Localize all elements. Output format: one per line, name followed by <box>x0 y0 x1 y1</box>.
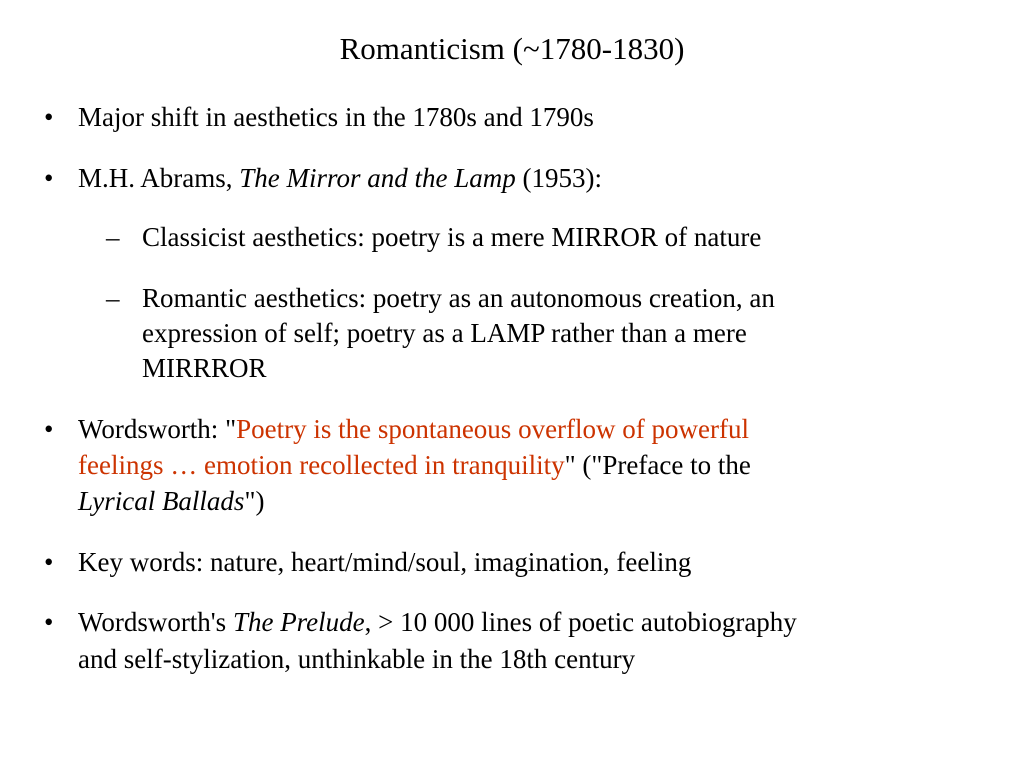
item-5-prefix: Wordsworth's <box>78 607 233 637</box>
item-2-text <box>78 161 602 195</box>
item-3-work-title: Lyrical Ballads <box>78 486 245 516</box>
item-5-line-1-rest: , > 10 000 lines of poetic autobiography <box>364 607 797 637</box>
item-2-prefix: M.H. Abrams, <box>78 163 240 193</box>
item-5-line-1 <box>78 605 797 639</box>
item-4-text: Key words: nature, heart/mind/soul, imagination, feeling <box>78 547 692 577</box>
item-3-line-1 <box>78 412 749 446</box>
item-3-after-quote: " ("Preface to the <box>564 450 751 480</box>
dash-2: – <box>106 283 120 313</box>
item-3-prefix: Wordsworth: " <box>78 414 237 444</box>
bullet-5: • <box>44 607 54 637</box>
item-3-quote-line-1: Poetry is the spontaneous overflow of powerful <box>236 414 749 444</box>
slide-title: Romanticism (~1780-1830) <box>339 31 685 66</box>
bullet-3: • <box>44 414 54 444</box>
item-3-line-2 <box>78 448 751 482</box>
bullet-2: • <box>44 163 54 193</box>
item-5-line-2: and self-stylization, unthinkable in the 18th century <box>78 644 636 674</box>
item-3-line-3 <box>78 484 264 518</box>
sub-item-1-text: Classicist aesthetics: poetry is a mere MIRROR of nature <box>142 222 762 252</box>
item-3-quote-line-2: feelings … emotion recollected in tranquility <box>78 450 565 480</box>
bullet-1: • <box>44 102 54 132</box>
dash-1: – <box>106 222 120 252</box>
sub-item-2-line-3: MIRRROR <box>142 353 267 383</box>
sub-item-2-line-1: Romantic aesthetics: poetry as an autonomous creation, an <box>142 283 775 313</box>
item-2-book-title: The Mirror and the Lamp <box>239 163 516 193</box>
item-5-work-title: The Prelude <box>232 607 365 637</box>
bullet-4: • <box>44 547 54 577</box>
item-3-end: ") <box>244 486 265 516</box>
sub-item-2-line-2: expression of self; poetry as a LAMP rather than a mere <box>142 318 747 348</box>
item-1-text: Major shift in aesthetics in the 1780s and 1790s <box>78 102 594 132</box>
item-2-suffix: (1953): <box>515 163 602 193</box>
